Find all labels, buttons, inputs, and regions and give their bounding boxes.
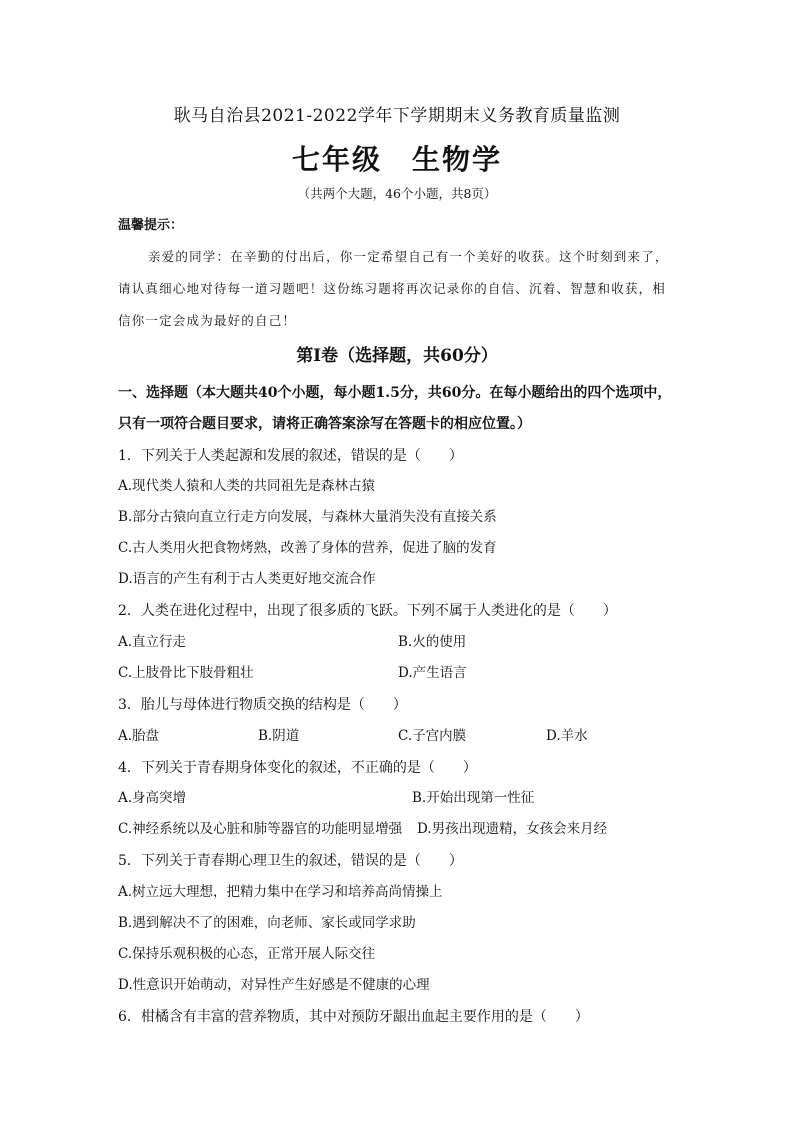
- question-option: A.直立行走: [118, 634, 187, 650]
- exam-title: 耿马自治县2021-2022学年下学期期末义务教育质量监测: [173, 106, 621, 126]
- question-option: C.子宫内膜: [398, 728, 467, 744]
- question-option: B.火的使用: [398, 634, 467, 650]
- section-instructions: 一、选择题（本大题共40个小题，每小题1.5分，共60分。在每小题给出的四个选项中，: [118, 385, 672, 401]
- question-option: D.性意识开始萌动，对异性产生好感是不健康的心理: [118, 977, 430, 993]
- question-option: A.胎盘: [118, 728, 160, 744]
- subject-label: 生物学: [412, 143, 503, 176]
- question-stem: 2．人类在进化过程中，出现了很多质的飞跃。下列不属于人类进化的是（ ）: [118, 603, 617, 619]
- question-option: C.神经系统以及心脏和肺等器官的功能明显增强: [118, 821, 403, 837]
- tips-line: 信你一定会成为最好的自己！: [118, 313, 297, 328]
- part-title: 第Ⅰ卷（选择题，共60分）: [296, 346, 498, 366]
- question-option: A.树立远大理想，把精力集中在学习和培养高尚情操上: [118, 884, 443, 900]
- question-stem: 6．柑橘含有丰富的营养物质，其中对预防牙龈出血起主要作用的是（ ）: [118, 1009, 589, 1025]
- tips-title: 温馨提示：: [118, 218, 184, 233]
- question-option: D.男孩出现遗精，女孩会来月经: [417, 821, 608, 837]
- grade-label: 七年级: [291, 143, 382, 176]
- question-option: A.身高突增: [118, 790, 187, 806]
- subject-heading: [0, 143, 794, 176]
- question-option: D.产生语言: [398, 665, 467, 681]
- question-stem: 3．胎儿与母体进行物质交换的结构是（ ）: [118, 697, 407, 713]
- question-stem: 4．下列关于青春期身体变化的叙述，不正确的是（ ）: [118, 760, 477, 776]
- question-option: D.羊水: [546, 728, 588, 744]
- tips-line: 请认真细心地对待每一道习题吧！这份练习题将再次记录你的自信、沉着、智慧和收获，相: [118, 281, 667, 296]
- question-option: B.遇到解决不了的困难，向老师、家长或同学求助: [118, 915, 416, 931]
- section-instructions: 只有一项符合题目要求，请将正确答案涂写在答题卡的相应位置。）: [118, 416, 531, 432]
- question-stem: 5．下列关于青春期心理卫生的叙述，错误的是（ ）: [118, 853, 463, 869]
- question-stem: 1．下列关于人类起源和发展的叙述，错误的是（ ）: [118, 448, 463, 464]
- question-option: C.保持乐观积极的心态，正常开展人际交往: [118, 946, 376, 962]
- question-option: C.上肢骨比下肢骨粗壮: [118, 665, 254, 681]
- question-option: B.阴道: [258, 728, 300, 744]
- question-option: D.语言的产生有利于古人类更好地交流合作: [118, 571, 376, 587]
- paper-info: （共两个大题，46个小题，共8页）: [297, 186, 497, 201]
- question-option: A.现代类人猿和人类的共同祖先是森林古猿: [118, 478, 376, 494]
- question-option: C.古人类用火把食物烤熟，改善了身体的营养，促进了脑的发育: [118, 540, 497, 556]
- question-option: B.部分古猿向直立行走方向发展，与森林大量消失没有直接关系: [118, 509, 497, 525]
- tips-line: 亲爱的同学：在辛勤的付出后，你一定希望自己有一个美好的收获。这个时刻到来了，: [148, 249, 669, 264]
- question-option: B.开始出现第一性征: [412, 790, 535, 806]
